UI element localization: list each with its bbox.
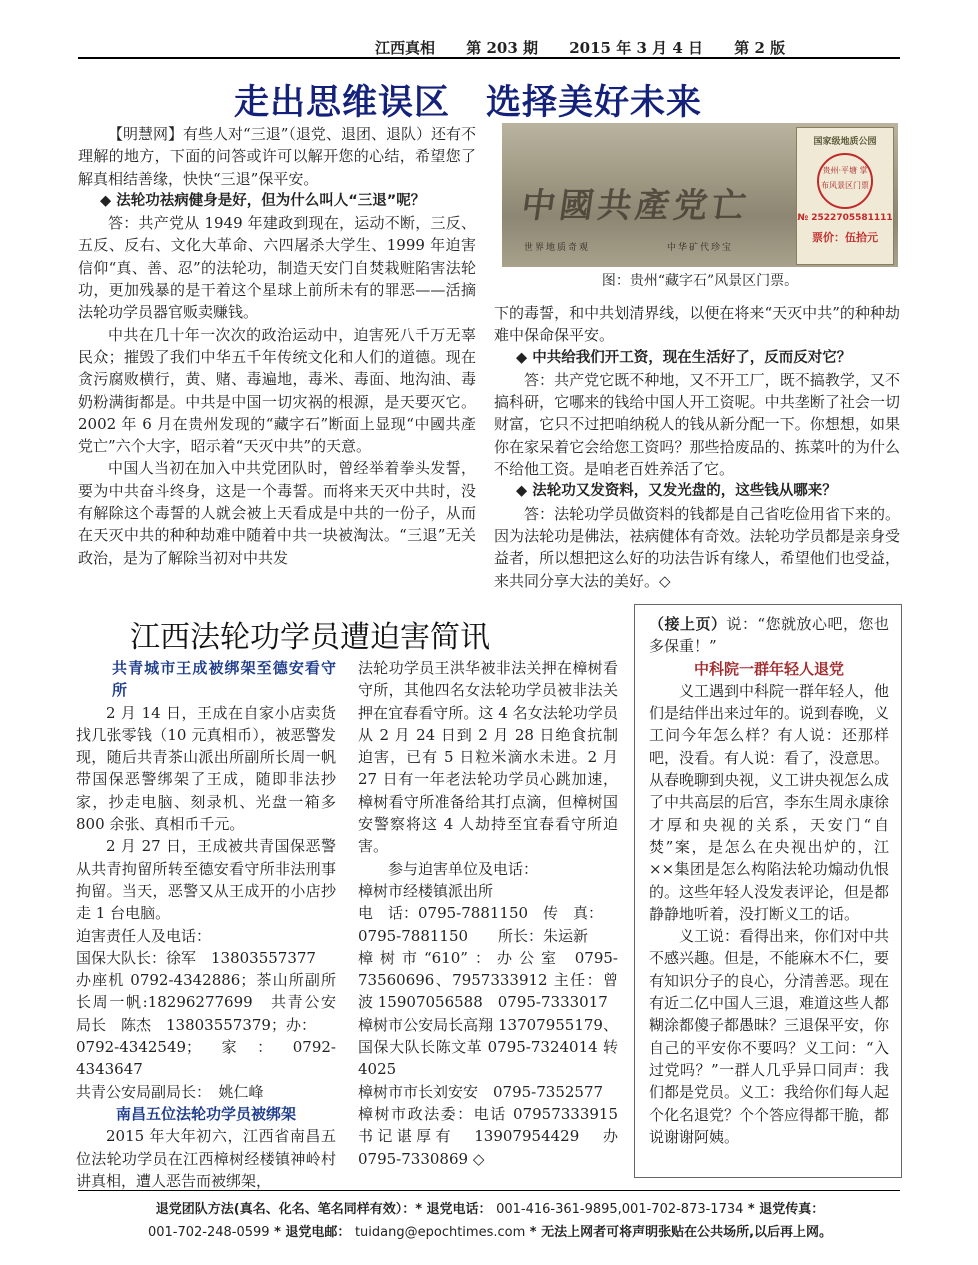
header-rule — [78, 57, 900, 59]
contact-line: 办座机 0792-4342886；茶山所副所长周一帆:18296277699 共青公安局长 陈杰 13803557379；办： — [76, 971, 336, 1034]
contact-line: 国保大队长：徐军 13803557377 — [76, 948, 316, 967]
paper-name: 江西真相 — [375, 39, 436, 57]
contact-line: 樟树市公安局长高翔 13707955179、国保大队长陈文革 0795-7324014 转 4025 — [358, 1015, 618, 1079]
article2-title: 江西法轮功学员遭迫害简讯 — [130, 620, 490, 655]
contact-line: 樟树市市长刘安安 0795-7352577 — [358, 1082, 604, 1101]
sidebar-box — [634, 604, 902, 1178]
answer-1-paragraph: 中共在几十年一次次的政治运动中，迫害死八千万无辜民众；摧毁了我们中华五千年传统文化和人们的道德。现在贪污腐败横行，黄、赌、毒遍地，毒米、毒面、地沟油、毒奶粉满街都是。中共是中国一切灾祸的根源，是天要灭它。2002 年 6 月在贵州发现的“藏字石”断面上显现“中國共產党亡”六个大字，昭示着“天灭中共”的天意。 — [78, 325, 476, 456]
photo-caption: 图：贵州“藏字石”风景区门票。 — [601, 273, 799, 289]
sidebar-content — [649, 613, 889, 1148]
contact-line: 樟树市政法委：电话 07957333915 书记谌厚有 13907954429 办 0795-7330869 ◇ — [358, 1104, 634, 1168]
sidebar-continued: （接上页）说：“您就放心吧，您也多保重！” — [649, 615, 889, 656]
article1-left-column — [78, 123, 476, 569]
photo-caption-strip: 世界地质奇观 中华矿代珍宝 — [524, 243, 734, 253]
contact-line: 樟树市经楼镇派出所 — [358, 881, 494, 900]
masthead — [375, 37, 811, 58]
report-heading-2: 南昌五位法轮功学员被绑架 — [115, 1104, 296, 1123]
sidebar-title: 中科院一群年轻人退党 — [693, 659, 844, 678]
sidebar-paragraph: 义工说：看得出来，你们对中共不感兴趣。但是，不能麻木不仁，要有知识分子的良心，分清善恶。现在有近二亿中国人三退，难道这些人都糊涂都傻子都愚昧？三退保平安，你自己的平安你不要吗？义工问：“入过党吗？”一群人几乎异口同声：我们都是党员。义工：我给你们每人起个化名退党？个个答应得都干脆，都说谢谢阿姨。 — [649, 927, 890, 1146]
footer-rule — [78, 1190, 900, 1191]
contact-line: 电 话：0795-7881150 传 真： — [358, 904, 604, 923]
question-3: ◆ 法轮功又发资料，又发光盘的，这些钱从哪来？ — [516, 483, 837, 500]
answer-1-continued: 下的毒誓，和中共划清界线，以便在将来“天灭中共”的种种劫难中保命保平安。 — [494, 304, 900, 345]
contact-line: 樟树市“610”：办公室 0795-73560696、7957333912 主任：曾波 15907056588 0795-7333017 — [358, 948, 618, 1012]
footer-line-1: 退党团队方法(真名、化名、笔名同样有效）：* 退党电话： 001-416-361-9895,001-702-873-1734 * 退党传真： — [155, 1202, 825, 1217]
answer-2: 答：共产党它既不种地，又不开工厂，既不搞教学，又不搞科研，它哪来的钱给中国人开工资呢。中共垄断了社会一切财富，它只不过把咱纳税人的钱从新分配一下。你想想，如果你在家呆着它会给您工资吗？那些拾废品的、拣菜叶的为什么不给他工资。是咱老百姓养活了它。 — [494, 370, 900, 479]
ticket-price: 票价：伍拾元 — [812, 231, 878, 244]
report-paragraph: 法轮功学员王洪华被非法关押在樟树看守所，其他四名女法轮功学员被非法关押在宜春看守所。这 4 名女法轮功学员从 2 月 24 日到 2 月 28 日绝食抗制迫害，已有 5 日粒米滴水未进。2 月 27 日有一年老法轮功学员心跳加速，樟树看守所准备给其打点滴，但樟树国安警察将这 4 人劫持至宜春看守所迫害。 — [358, 659, 618, 856]
article2-left-column — [76, 657, 336, 1192]
contacts-heading: 参与迫害单位及电话： — [388, 859, 539, 878]
issue-number: 第 203 期 — [466, 39, 539, 57]
ticket-title: 国家级地质公园 — [813, 137, 877, 147]
quit-party-email: tuidang@epochtimes.com — [354, 1225, 526, 1240]
ticket-number: № 2522705581111 — [797, 213, 893, 223]
answer-1-paragraph: 答：共产党从 1949 年建政到现在，运动不断，三反、五反、反右、文化大革命、六四屠杀大学生、1999 年迫害信仰“真、善、忍”的法轮功，制造天安门自焚栽赃陷害法轮功，更加残暴的是干着这个星球上前所未有的罪恶——活摘法轮功学员器官贩卖赚钱。 — [78, 214, 476, 322]
question-2: ◆ 中共给我们开工资，现在生活好了，反而反对它？ — [516, 349, 852, 366]
answer-1-paragraph: 中国人当初在加入中共党团队时，曾经举着拳头发誓，要为中共奋斗终身，这是一个毒誓。而将来天灭中共时，没有解除这个毒誓的人就会被上天看成是中共的一份子，从而在天灭中共的种种劫难中随着中共一块被淘汰。“三退”无关政治，是为了解除当初对中共发 — [78, 459, 476, 567]
scenic-ticket-photo — [502, 123, 898, 267]
contact-line: 共青公安局副局长： 姚仁峰 — [76, 1082, 264, 1101]
article1-title: 走出思维误区 选择美好未来 — [234, 83, 703, 123]
issue-date: 2015 年 3 月 4 日 — [569, 39, 703, 57]
footer — [80, 1198, 900, 1244]
question-1: ◆ 法轮功祛病健身是好，但为什么叫人“三退”呢？ — [100, 192, 426, 209]
ticket-seal: 贵州·平塘 掌布风景区门票 — [817, 153, 873, 209]
sidebar-paragraph: 义工遇到中科院一群年轻人，他们是结伴出来过年的。说到春晚，义工问今年怎么样？有人说：还那样吧，没看。有人说：看了，没意思。从春晚聊到央视，义工讲央视怎么成了中共高层的后宫，李东生周永康徐才厚和央视的关系，天安门“自焚”案，是怎么在央视出炉的，江××集团是怎么构陷法轮功煽动仇恨的。这些年轻人没发表评论，但是都静静地听着，没打断义工的话。 — [649, 681, 890, 923]
report-heading-1: 共青城市王成被绑架至德安看守所 — [112, 659, 336, 700]
footer-line-2: 001-702-248-0599 * 退党电邮： tuidang@epochtimes.com * 无法上网者可将声明张贴在公共场所,以后再上网。 — [147, 1225, 833, 1240]
quit-party-fax: 001-702-248-0599 — [147, 1225, 270, 1240]
article1-intro: 【明慧网】有些人对“三退”（退党、退团、退队）还有不理解的地方，下面的问答或许可以解开您的心结，希望您了解真相结善缘，快快“三退”保平安。 — [78, 125, 476, 188]
rock-inscription: 中國共產党亡 — [518, 186, 753, 226]
contact-line: 0792-4342549；家：0792-4343647 — [76, 1038, 336, 1079]
answer-3: 答：法轮功学员做资料的钱都是自己省吃俭用省下来的。因为法轮功是佛法，祛病健体有奇效。法轮功学员都是亲身受益者，所以想把这么好的功法告诉有缘人，希望他们也受益，来共同分享大法的美好。◇ — [494, 504, 900, 590]
ticket-stub — [796, 127, 894, 265]
article1-right-column — [494, 302, 900, 592]
report-paragraph: 2015 年大年初六，江西省南昌五位法轮功学员在江西樟树经楼镇神岭村讲真相，遭人恶告而被绑架， — [76, 1127, 336, 1190]
contact-line: 0795-7881150 所长：朱运新 — [358, 926, 589, 945]
report-paragraph: 2 月 14 日，王成在自家小店卖货找几张零钱（10 元真相币），被恶警发现，随后共青茶山派出所副所长周一帆带国保恶警绑架了王成，随即非法抄家，抄走电脑、刻录机、光盘一箱多 800 余张、真相币千元。 — [76, 703, 336, 834]
page-number: 第 2 版 — [734, 39, 786, 57]
quit-party-phone: 001-416-361-9895,001-702-873-1734 — [496, 1202, 744, 1217]
report-paragraph: 2 月 27 日，王成被共青国保恶警从共青拘留所转至德安看守所非法刑事拘留。当天，恶警又从王成开的小店抄走 1 台电脑。 — [76, 837, 336, 923]
article2-middle-column — [358, 657, 634, 1170]
contacts-heading: 迫害责任人及电话： — [76, 926, 212, 945]
